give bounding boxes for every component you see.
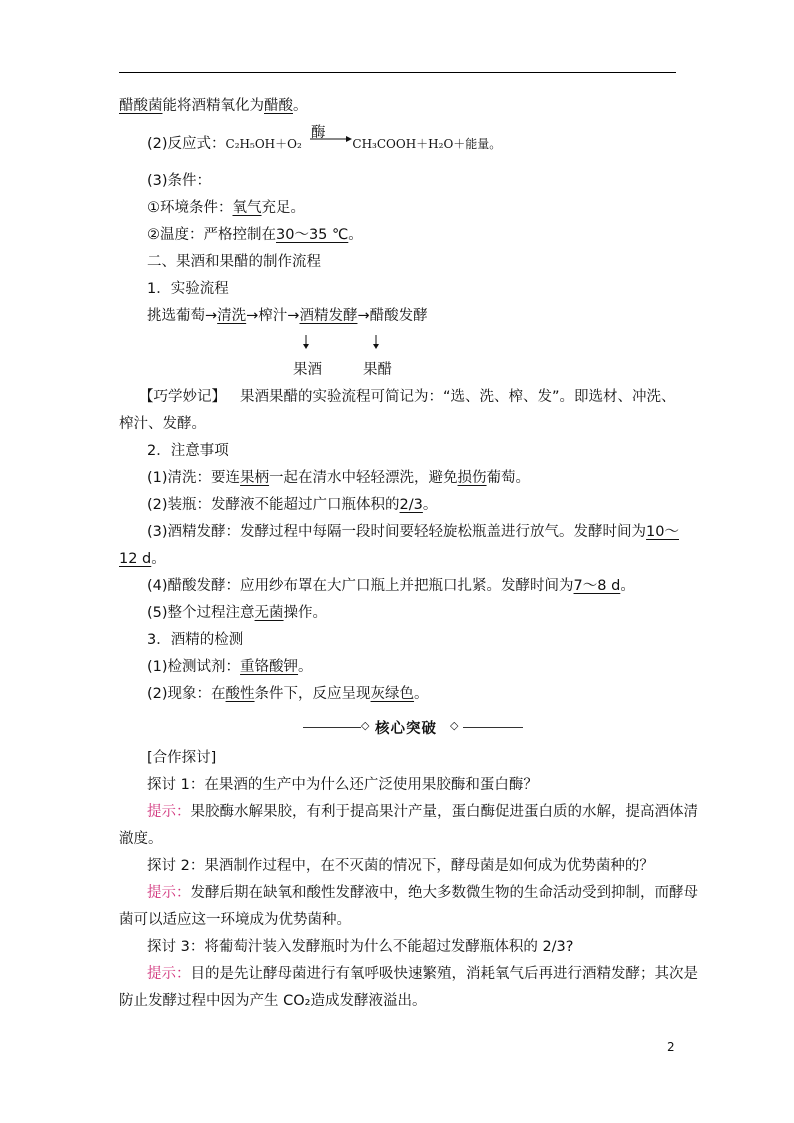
text: (2)反应式： bbox=[147, 136, 226, 152]
header-rule bbox=[119, 72, 676, 73]
text: (4)醋酸发酵：应用纱布罩在大广口瓶上并把瓶口扎紧。发酵时间为 bbox=[147, 578, 574, 594]
text: 。 bbox=[151, 551, 166, 567]
text-line bbox=[119, 96, 308, 116]
text: (3)酒精发酵：发酵过程中每隔一段时间要轻轻旋松瓶盖进行放气。发酵时间为 bbox=[147, 524, 647, 540]
answer-line bbox=[147, 883, 698, 903]
subheading: 2．注意事项 bbox=[147, 443, 229, 459]
underlined-term: 30～35 ℃ bbox=[276, 227, 349, 243]
reaction-arrow-icon bbox=[306, 130, 352, 150]
tip-label: 【巧学妙记】 bbox=[139, 389, 226, 405]
enzyme-label: 酶 bbox=[311, 125, 326, 141]
underlined-term: 12 d bbox=[119, 551, 152, 567]
underlined-term: 10～ bbox=[646, 524, 679, 540]
text: 目的是先让酵母菌进行有氧呼吸快速繁殖，消耗氧气后再进行酒精发酵；其次是 bbox=[190, 966, 698, 982]
text-line bbox=[147, 657, 313, 677]
question: 探讨 1：在果酒的生产中为什么还广泛使用果胶酶和蛋白酶？ bbox=[147, 777, 538, 793]
underlined-term: 醋酸菌 bbox=[119, 98, 163, 114]
reaction-equation bbox=[147, 134, 501, 154]
underlined-term: 氧气 bbox=[232, 200, 262, 216]
underlined-term: 重铬酸钾 bbox=[240, 659, 299, 675]
text: 充足。 bbox=[261, 200, 305, 216]
down-arrow-icon bbox=[302, 334, 310, 353]
text-line bbox=[147, 468, 530, 488]
underlined-term: 无菌 bbox=[254, 605, 284, 621]
text: (2)现象：在 bbox=[147, 686, 226, 702]
hint-label: 提示： bbox=[147, 966, 191, 982]
divider-line bbox=[463, 727, 523, 728]
subheading: 3．酒精的检测 bbox=[147, 632, 244, 648]
text: 。 bbox=[414, 686, 429, 702]
product-label: 果酒 bbox=[293, 362, 322, 378]
text-line bbox=[147, 576, 635, 596]
text: 。 bbox=[293, 98, 308, 114]
process-flow bbox=[147, 306, 428, 326]
text-line: 防止发酵过程中因为产生 CO₂造成发酵液溢出。 bbox=[119, 993, 427, 1009]
text: 果酒果醋的实验流程可简记为：“选、洗、榨、发”。即选材、冲洗、 bbox=[240, 389, 676, 405]
underlined-term: 清洗 bbox=[217, 308, 247, 324]
text-line: (3)条件： bbox=[147, 173, 212, 189]
text: (1)清洗：要连 bbox=[147, 470, 241, 486]
text-line bbox=[147, 603, 327, 623]
text: 。 bbox=[298, 659, 313, 675]
product-label: 果醋 bbox=[363, 362, 392, 378]
underlined-term: 醋酸 bbox=[264, 98, 293, 114]
diamond-icon: ◇ bbox=[361, 719, 370, 732]
text: (5)整个过程注意 bbox=[147, 605, 255, 621]
question: 探讨 3：将葡萄汁装入发酵瓶时为什么不能超过发酵瓶体积的 2/3? bbox=[147, 939, 574, 955]
text: (2)装瓶：发酵液不能超过广口瓶体积的 bbox=[147, 497, 400, 513]
hint-label: 提示： bbox=[147, 804, 191, 820]
text-line bbox=[147, 522, 679, 542]
text: 能将酒精氧化为 bbox=[162, 98, 264, 114]
down-arrow-icon bbox=[372, 334, 380, 353]
hint-label: 提示： bbox=[147, 885, 191, 901]
text: 。 bbox=[620, 578, 635, 594]
diamond-icon: ◇ bbox=[450, 719, 459, 732]
tip-line bbox=[139, 387, 676, 407]
text-line bbox=[147, 198, 305, 218]
section-title: 核心突破 bbox=[375, 721, 437, 737]
text: ①环境条件： bbox=[147, 200, 233, 216]
section-divider bbox=[303, 717, 523, 739]
section-heading: 二、果酒和果醋的制作流程 bbox=[147, 254, 321, 270]
underlined-term: 损伤 bbox=[457, 470, 487, 486]
divider-line bbox=[303, 727, 361, 728]
text: →榨汁→ bbox=[246, 308, 300, 324]
answer-line bbox=[147, 964, 698, 984]
text: →醋酸发酵 bbox=[357, 308, 428, 324]
underlined-term: 酸性 bbox=[225, 686, 255, 702]
text: 条件下，反应呈现 bbox=[254, 686, 371, 702]
text-line: 澈度。 bbox=[119, 831, 163, 847]
formula: C₂H₅OH＋O₂ bbox=[225, 137, 302, 151]
text-line bbox=[147, 225, 363, 245]
underlined-term: 2/3 bbox=[399, 497, 423, 513]
text: 操作。 bbox=[283, 605, 328, 621]
underlined-term: 7～8 d bbox=[573, 578, 621, 594]
subheading: [合作探讨] bbox=[147, 750, 217, 766]
text: ②温度：严格控制在 bbox=[147, 227, 276, 243]
text: 挑选葡萄→ bbox=[147, 308, 218, 324]
underlined-term: 灰绿色 bbox=[370, 686, 415, 702]
text: 葡萄。 bbox=[486, 470, 531, 486]
text: 果胶酶水解果胶，有利于提高果汁产量，蛋白酶促进蛋白质的水解，提高酒体清 bbox=[190, 804, 698, 820]
page-number: 2 bbox=[667, 1040, 675, 1054]
text-line bbox=[119, 549, 166, 569]
text: 一起在清水中轻轻漂洗，避免 bbox=[269, 470, 458, 486]
question: 探讨 2：果酒制作过程中，在不灭菌的情况下，酵母菌是如何成为优势菌种的？ bbox=[147, 858, 654, 874]
text: 。 bbox=[348, 227, 363, 243]
text-line: 榨汁、发酵。 bbox=[119, 416, 206, 432]
answer-line bbox=[147, 802, 698, 822]
underlined-term: 酒精发酵 bbox=[299, 308, 358, 324]
formula: CH₃COOH＋H₂O＋能量。 bbox=[352, 137, 502, 151]
text: 发酵后期在缺氧和酸性发酵液中，绝大多数微生物的生命活动受到抑制，而酵母 bbox=[190, 885, 698, 901]
text-line: 菌可以适应这一环境成为优势菌种。 bbox=[119, 912, 351, 928]
subheading: 1．实验流程 bbox=[147, 281, 229, 297]
text-line bbox=[147, 495, 437, 515]
text: (1)检测试剂： bbox=[147, 659, 241, 675]
underlined-term: 果柄 bbox=[240, 470, 270, 486]
text: 。 bbox=[422, 497, 438, 513]
text-line bbox=[147, 684, 429, 704]
